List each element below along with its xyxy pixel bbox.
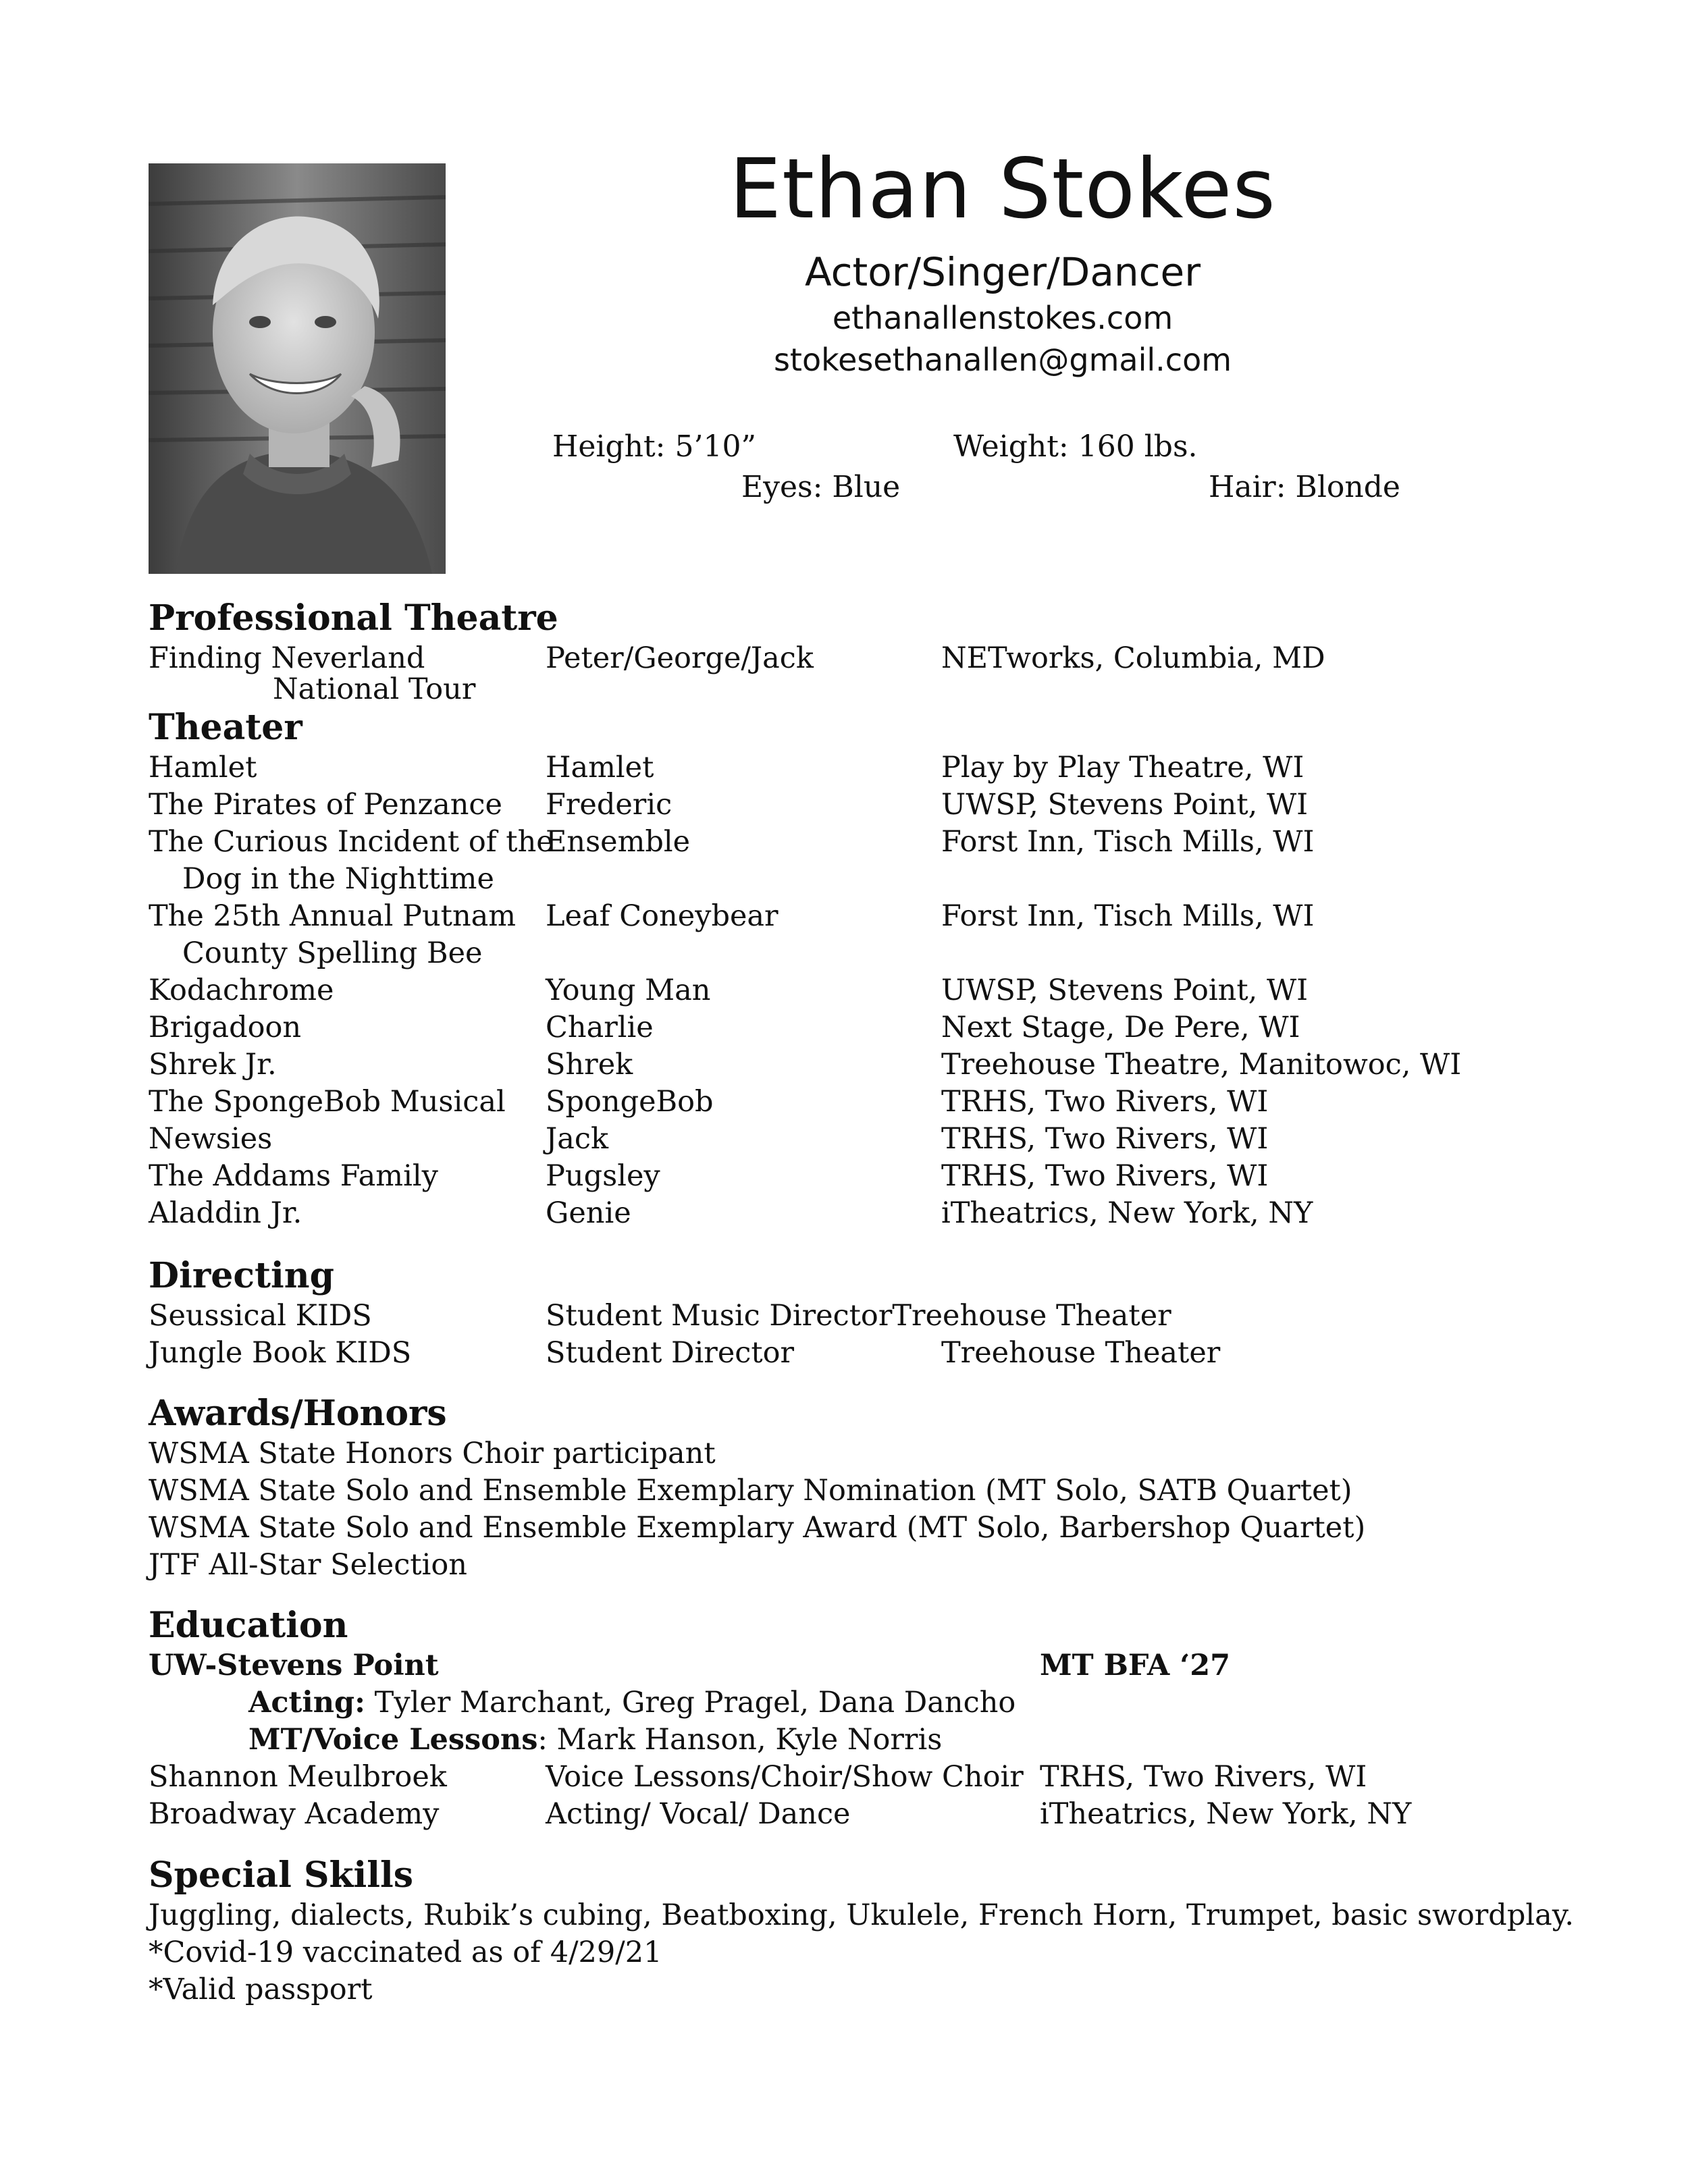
award-item: WSMA State Solo and Ensemble Exemplary Award (MT Solo, Barbershop Quartet) [149,1511,1366,1545]
credit-show: The SpongeBob Musical [149,1085,506,1119]
actor-name: Ethan Stokes [729,141,1276,237]
credit-show: Finding Neverland [149,641,425,675]
directing-show: Seussical KIDS [149,1299,372,1333]
credit-venue: TRHS, Two Rivers, WI [941,1085,1269,1119]
credit-venue: Treehouse Theatre, Manitowoc, WI [941,1048,1462,1082]
credit-role: SpongeBob [546,1085,714,1119]
credit-show: Brigadoon [149,1011,302,1044]
voice-teachers: : Mark Hanson, Kyle Norris [537,1723,943,1757]
skill-item: *Covid-19 vaccinated as of 4/29/21 [149,1936,662,1969]
section-title-awards: Awards/Honors [149,1393,447,1434]
credit-show: The Addams Family [149,1159,438,1193]
credit-show-continued: County Spelling Bee [182,936,483,970]
education-degree: MT BFA ‘27 [1040,1649,1231,1682]
headshot-photo [149,163,446,574]
award-item: WSMA State Solo and Ensemble Exemplary Nomination (MT Solo, SATB Quartet) [149,1474,1352,1508]
credit-role: Ensemble [546,825,691,859]
credit-venue: Next Stage, De Pere, WI [941,1011,1300,1044]
education-school: UW-Stevens Point [149,1649,439,1682]
award-item: JTF All-Star Selection [149,1548,467,1582]
voice-label: MT/Voice Lessons [248,1723,538,1757]
credit-role: Leaf Coneybear [546,899,779,933]
credit-show-continued: Dog in the Nighttime [182,862,494,896]
eyes-stat: Eyes: Blue [741,470,901,504]
credit-venue: UWSP, Stevens Point, WI [941,788,1309,822]
credit-show: Kodachrome [149,974,334,1007]
training-name: Broadway Academy [149,1797,440,1831]
training-place: iTheatrics, New York, NY [1040,1797,1412,1831]
education-acting-teachers [248,1684,1016,1722]
credit-show: Shrek Jr. [149,1048,277,1082]
credit-venue: TRHS, Two Rivers, WI [941,1159,1269,1193]
weight-stat: Weight: 160 lbs. [953,429,1198,464]
height-stat: Height: 5’10” [552,429,756,464]
credit-venue: Forst Inn, Tisch Mills, WI [941,825,1315,859]
credit-role: Peter/George/Jack [546,641,814,675]
credit-show: The Pirates of Penzance [149,788,502,822]
credit-role: Young Man [546,974,711,1007]
section-title-theater: Theater [149,707,302,748]
credit-show: The Curious Incident of the [149,825,554,859]
credit-role: Pugsley [546,1159,660,1193]
education-voice-teachers [248,1722,942,1759]
training-name: Shannon Meulbroek [149,1760,447,1794]
credit-show: Aladdin Jr. [149,1196,302,1230]
credit-role: Charlie [546,1011,654,1044]
directing-show: Jungle Book KIDS [149,1336,412,1370]
skill-item: *Valid passport [149,1973,373,2006]
section-title-special-skills: Special Skills [149,1855,414,1896]
resume-header [459,142,1546,381]
section-title-directing: Directing [149,1255,334,1296]
credit-show: Hamlet [149,751,257,784]
acting-label: Acting: [248,1686,365,1720]
actor-tagline: Actor/Singer/Dancer [804,249,1201,295]
credit-role: Hamlet [546,751,654,784]
credit-venue: TRHS, Two Rivers, WI [941,1122,1269,1156]
award-item: WSMA State Honors Choir participant [149,1437,716,1470]
credit-show: The 25th Annual Putnam [149,899,517,933]
credit-venue: NETworks, Columbia, MD [941,641,1325,675]
section-title-professional-theatre: Professional Theatre [149,597,558,639]
acting-teachers: Tyler Marchant, Greg Pragel, Dana Dancho [365,1686,1016,1720]
credit-show: Newsies [149,1122,273,1156]
credit-role: Frederic [546,788,672,822]
training-type: Voice Lessons/Choir/Show Choir [546,1760,1024,1794]
training-type: Acting/ Vocal/ Dance [546,1797,851,1831]
credit-role: Genie [546,1196,631,1230]
credit-show-continued: National Tour [273,672,476,706]
skill-item: Juggling, dialects, Rubik’s cubing, Beatboxing, Ukulele, French Horn, Trumpet, basic swordplay. [149,1898,1574,1932]
credit-venue: Forst Inn, Tisch Mills, WI [941,899,1315,933]
training-place: TRHS, Two Rivers, WI [1040,1760,1367,1794]
section-title-education: Education [149,1605,348,1646]
directing-role: Student Director [546,1336,795,1370]
credit-role: Jack [546,1122,609,1156]
credit-venue: Play by Play Theatre, WI [941,751,1304,784]
credit-venue: iTheatrics, New York, NY [941,1196,1313,1230]
credit-role: Shrek [546,1048,633,1082]
directing-role: Student Music DirectorTreehouse Theater [546,1299,1171,1333]
website-link[interactable]: ethanallenstokes.com [832,300,1173,336]
directing-venue: Treehouse Theater [941,1336,1221,1370]
email-link[interactable]: stokesethanallen@gmail.com [773,342,1232,378]
hair-stat: Hair: Blonde [1209,470,1400,504]
credit-venue: UWSP, Stevens Point, WI [941,974,1309,1007]
